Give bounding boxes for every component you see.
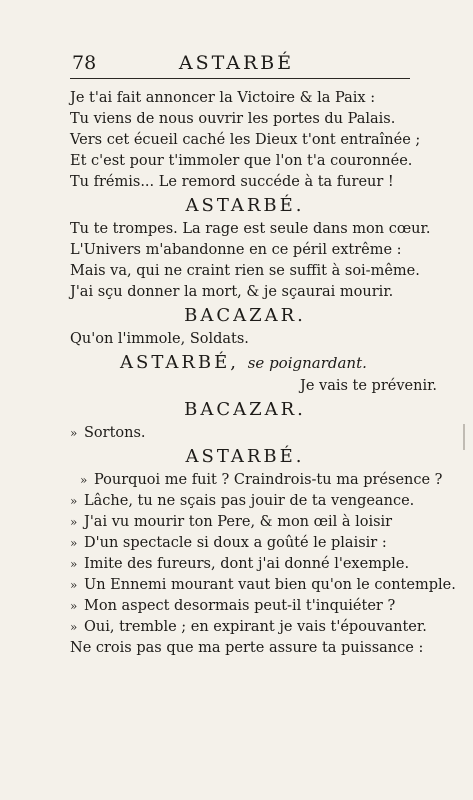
quotation-mark: »: [70, 536, 78, 550]
quoted-verse-line: [70, 491, 420, 512]
quotation-mark: »: [70, 620, 78, 634]
quoted-verse-line: [70, 554, 420, 575]
line-text: Et c'est pour t'immoler que l'on t'a couronnée.: [70, 153, 413, 169]
line-text: L'Univers m'abandonne en ce péril extrême :: [70, 242, 402, 258]
quotation-mark: »: [70, 557, 78, 571]
quoted-verse-line: [70, 617, 427, 638]
line-text: Vers cet écueil caché les Dieux t'ont entraînée ;: [70, 132, 421, 148]
line-text: J'ai sçu donner la mort, & je sçaurai mourir.: [70, 284, 394, 300]
running-title: ASTARBÉ: [178, 52, 295, 74]
quotation-mark: »: [70, 578, 78, 592]
quotation-mark: »: [70, 494, 78, 508]
line-text: Mais va, qui ne craint rien se suffit à soi-même.: [70, 263, 420, 279]
quoted-verse-line: [70, 423, 420, 444]
line-text: Tu viens de nous ouvrir les portes du Palais.: [70, 111, 396, 127]
quotation-mark: »: [70, 426, 78, 440]
quotation-mark: »: [70, 515, 78, 529]
verse-line: [70, 376, 438, 397]
verse-line: [70, 219, 431, 240]
quotation-mark: »: [80, 473, 88, 487]
verse-line: [70, 172, 420, 193]
line-text: Je vais te prévenir.: [300, 378, 438, 394]
header-rule: [70, 78, 410, 79]
verse-line: [70, 88, 420, 109]
stage-direction: se poignardant.: [247, 354, 367, 372]
speaker-name: BACAZAR.: [184, 305, 306, 326]
quoted-verse-line: [70, 533, 420, 554]
line-text: Tu frémis... Le remord succéde à ta fureur !: [70, 174, 394, 190]
page-number: 78: [72, 52, 97, 74]
quoted-verse-line: [70, 470, 443, 491]
line-text: J'ai vu mourir ton Pere, & mon œil à loisir: [84, 514, 393, 530]
verse-line: [70, 261, 420, 282]
speaker-with-stage-direction: [70, 350, 420, 376]
line-text: Je t'ai fait annoncer la Victoire & la Paix :: [70, 90, 376, 106]
play-text: [70, 88, 456, 659]
quoted-verse-line: [70, 575, 456, 596]
verse-line: [70, 282, 420, 303]
verse-line: [70, 638, 424, 659]
line-text: Sortons.: [84, 425, 146, 441]
verse-line: [70, 329, 420, 350]
quoted-verse-line: [70, 596, 420, 617]
speaker-name: BACAZAR.: [184, 399, 306, 420]
line-text: D'un spectacle si doux a goûté le plaisir :: [84, 535, 387, 551]
line-text: Tu te trompes. La rage est seule dans mon cœur.: [70, 221, 431, 237]
quoted-verse-line: [70, 512, 420, 533]
verse-line: [70, 130, 420, 151]
line-text: Pourquoi me fuit ? Craindrois-tu ma présence ?: [94, 472, 443, 488]
verse-line: [70, 151, 420, 172]
line-text: Lâche, tu ne sçais pas jouir de ta vengeance.: [84, 493, 415, 509]
line-text: Oui, tremble ; en expirant je vais t'épouvanter.: [84, 619, 427, 635]
line-text: Mon aspect desormais peut-il t'inquiéter ?: [84, 598, 396, 614]
speaker-name: ASTARBÉ.: [185, 446, 305, 467]
line-text: Un Ennemi mourant vaut bien qu'on le contemple.: [84, 577, 456, 593]
page-header: [0, 52, 473, 78]
margin-mark: [463, 424, 465, 450]
line-text: Qu'on l'immole, Soldats.: [70, 331, 249, 347]
quotation-mark: »: [70, 599, 78, 613]
line-text: Ne crois pas que ma perte assure ta puissance :: [70, 640, 424, 656]
verse-line: [70, 109, 420, 130]
speaker-name: ASTARBÉ.: [185, 195, 305, 216]
verse-line: [70, 240, 420, 261]
line-text: Imite des fureurs, dont j'ai donné l'exemple.: [84, 556, 410, 572]
speaker-name: ASTARBÉ,: [120, 352, 239, 373]
